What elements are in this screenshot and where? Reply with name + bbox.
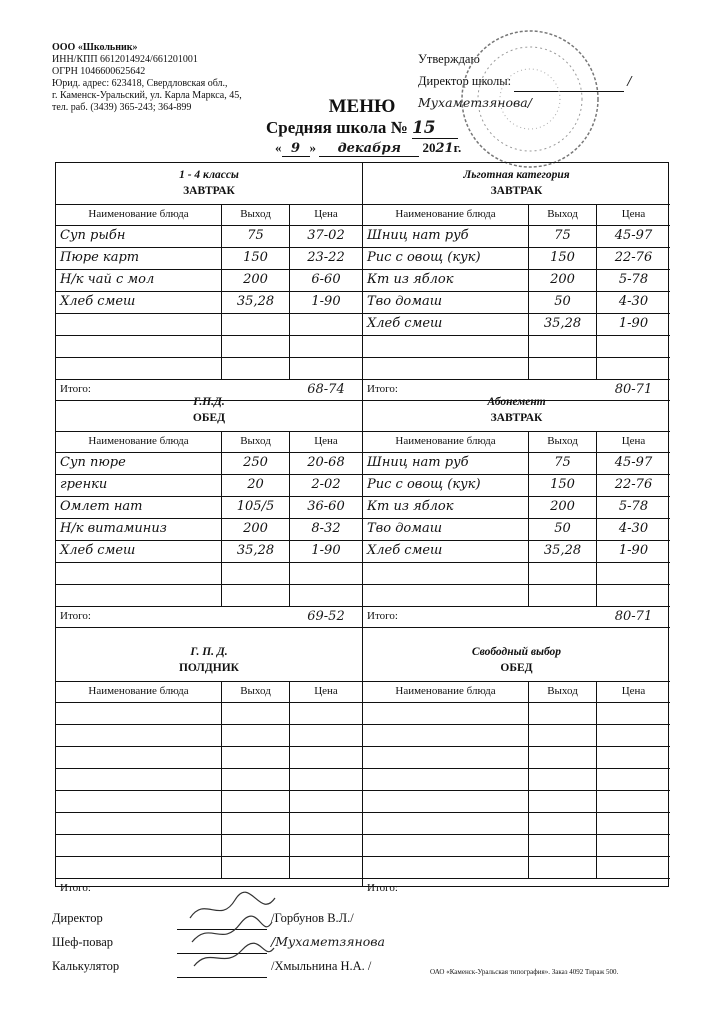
section-category: Свободный выбор (471, 646, 562, 658)
dish-name: Хлеб смеш (56, 541, 222, 562)
dish-price: 45-97 (614, 228, 653, 243)
column-header-price: Цена (314, 208, 338, 220)
dish-name: Н/к чай с мол (56, 270, 222, 291)
date-year-end: г. (453, 140, 462, 155)
dish-name: Пюре карт (56, 248, 222, 269)
dish-name (56, 358, 222, 379)
total-row (363, 607, 670, 628)
column-header-price: Цена (621, 208, 646, 220)
section-category: Г.П.Д. (193, 396, 225, 408)
dish-name (56, 857, 222, 878)
table-row (363, 248, 670, 270)
dish-out: 35,28 (222, 292, 290, 313)
dish-out (222, 563, 290, 584)
column-header-price: Цена (621, 685, 646, 697)
date-year-prefix: 20 (422, 140, 436, 155)
dish-price: 36-60 (307, 499, 345, 514)
dish-name (363, 725, 529, 746)
dish-name: гренки (56, 475, 222, 496)
dish-price (290, 703, 362, 724)
section-category: Абонемент (487, 396, 546, 408)
dish-price: 1-90 (311, 543, 341, 558)
dish-name (56, 813, 222, 834)
dish-price (290, 747, 362, 768)
dish-out (222, 813, 290, 834)
calculator-name: /Хмыльнина Н.А. / (271, 959, 372, 973)
table-row (56, 314, 362, 336)
section-s2 (363, 163, 670, 401)
dish-out (222, 857, 290, 878)
table-row (363, 314, 670, 336)
total-row (56, 607, 362, 628)
dish-out (529, 358, 597, 379)
date-day: 9 (282, 141, 310, 157)
section-meal: ЗАВТРАК (490, 412, 543, 424)
dish-price: 1-90 (311, 294, 341, 309)
column-header-price: Цена (621, 435, 646, 447)
dish-out (222, 358, 290, 379)
dish-name (56, 769, 222, 790)
table-row (363, 747, 670, 769)
column-header-name: Наименование блюда (363, 205, 529, 225)
section-header (56, 640, 362, 682)
table-row (56, 475, 362, 497)
dish-price (290, 585, 362, 606)
section-s3 (56, 390, 362, 628)
dish-out: 150 (222, 248, 290, 269)
org-inn: ИНН/КПП 6612014924/661201001 (52, 54, 198, 65)
table-row (363, 585, 670, 607)
section-header (56, 163, 362, 205)
dish-price: 22-76 (614, 477, 653, 492)
dish-out (222, 747, 290, 768)
dish-price (290, 769, 362, 790)
column-header-out: Выход (529, 205, 597, 225)
org-address-2: г. Каменск-Уральский, ул. Карла Маркса, 45, (52, 90, 242, 101)
section-meal: ЗАВТРАК (490, 185, 543, 197)
dish-out: 50 (529, 519, 597, 540)
school-label: Средняя школа № (266, 118, 408, 137)
dish-out: 250 (222, 453, 290, 474)
menu-grid (55, 162, 669, 894)
dish-out: 75 (222, 226, 290, 247)
dish-out: 35,28 (222, 541, 290, 562)
director-name: /Горбунов В.Л./ (271, 911, 354, 925)
section-category: 1 - 4 классы (179, 169, 239, 181)
dish-out (222, 769, 290, 790)
date-open-quote: « (275, 140, 282, 155)
dish-name: Хлеб смеш (363, 314, 529, 335)
dish-price (597, 358, 670, 379)
chef-role: Шеф-повар (52, 935, 114, 949)
dish-name (56, 585, 222, 606)
dish-price (597, 857, 670, 878)
table-row (56, 336, 362, 358)
dish-name (56, 835, 222, 856)
column-header-row (363, 682, 670, 703)
table-row (56, 769, 362, 791)
table-row (56, 835, 362, 857)
column-header-out: Выход (529, 432, 597, 452)
section-header (363, 163, 670, 205)
org-name: ООО «Школьник» (52, 42, 138, 53)
dish-out: 35,28 (529, 314, 597, 335)
dish-name: Суп пюре (56, 453, 222, 474)
page-title: МЕНЮ (328, 96, 396, 117)
table-row (56, 563, 362, 585)
dish-out: 35,28 (529, 541, 597, 562)
dish-price: 1-90 (618, 543, 649, 558)
table-row (56, 791, 362, 813)
table-row (363, 541, 670, 563)
table-row (363, 563, 670, 585)
dish-out (529, 857, 597, 878)
table-row (363, 292, 670, 314)
dish-price (290, 563, 362, 584)
org-address-1: Юрид. адрес: 623418, Свердловская обл., (52, 78, 228, 89)
section-s4 (363, 390, 670, 628)
dish-name (56, 703, 222, 724)
column-header-out: Выход (222, 432, 290, 452)
dish-price: 20-68 (307, 455, 345, 470)
dish-price (597, 563, 670, 584)
dish-out (529, 791, 597, 812)
column-header-row (363, 432, 670, 453)
table-row (56, 703, 362, 725)
dish-price (597, 747, 670, 768)
dish-name: Тво домаш (363, 292, 529, 313)
section-header (363, 640, 670, 682)
date-month: декабря (319, 141, 419, 157)
table-row (56, 585, 362, 607)
table-row (363, 453, 670, 475)
dish-name: Рис с овощ (кук) (363, 475, 529, 496)
total-label: Итого: (60, 882, 91, 894)
date-year-suffix: 21 (435, 141, 454, 156)
chef-name: /Мухаметзянова (271, 934, 385, 949)
dish-out: 20 (222, 475, 290, 496)
table-row (56, 497, 362, 519)
dish-out: 200 (529, 270, 597, 291)
total-row (363, 879, 670, 899)
dish-out: 75 (529, 226, 597, 247)
dish-price (290, 725, 362, 746)
dish-name (363, 791, 529, 812)
total-label: Итого: (60, 610, 91, 622)
dish-name (56, 336, 222, 357)
dish-price: 4-30 (618, 521, 649, 536)
column-header-row (56, 432, 362, 453)
column-header-name: Наименование блюда (56, 432, 222, 452)
dish-price (597, 725, 670, 746)
dish-price: 5-78 (618, 499, 649, 514)
org-phone: тел. раб. (3439) 365-243; 364-899 (52, 102, 192, 113)
dish-name: Тво домаш (363, 519, 529, 540)
dish-name (363, 703, 529, 724)
column-header-name: Наименование блюда (363, 682, 529, 702)
table-row (56, 270, 362, 292)
dish-out (222, 835, 290, 856)
table-row (56, 292, 362, 314)
dish-out (529, 585, 597, 606)
dish-price (290, 314, 362, 335)
dish-out (222, 336, 290, 357)
dish-out: 150 (529, 248, 597, 269)
dish-name: Хлеб смеш (56, 292, 222, 313)
table-row (363, 835, 670, 857)
table-row (363, 791, 670, 813)
dish-price (597, 813, 670, 834)
column-header-price: Цена (314, 685, 338, 697)
column-header-name: Наименование блюда (56, 205, 222, 225)
dish-out: 200 (222, 270, 290, 291)
section-meal: ОБЕД (192, 412, 226, 424)
section-s1 (56, 163, 362, 401)
table-row (363, 857, 670, 879)
total-label: Итого: (60, 383, 91, 395)
total-value: 80-71 (614, 609, 653, 624)
dish-name: Н/к витаминиз (56, 519, 222, 540)
dish-price: 22-76 (614, 250, 653, 265)
table-row (56, 813, 362, 835)
approve-director-signature: /Мухаметзянова/ (418, 73, 632, 110)
column-header-row (363, 205, 670, 226)
total-label: Итого: (367, 383, 398, 395)
table-row (56, 519, 362, 541)
dish-out (529, 813, 597, 834)
table-row (56, 453, 362, 475)
column-header-row (56, 205, 362, 226)
dish-name: Кт из яблок (363, 497, 529, 518)
dish-out: 200 (222, 519, 290, 540)
dish-out: 75 (529, 453, 597, 474)
dish-out: 200 (529, 497, 597, 518)
date-close-quote: » (309, 140, 316, 155)
dish-price: 2-02 (311, 477, 341, 492)
dish-price (597, 791, 670, 812)
dish-name: Шниц нат руб (363, 226, 529, 247)
total-label: Итого: (367, 882, 398, 894)
table-row (363, 769, 670, 791)
table-row (363, 475, 670, 497)
table-row (56, 541, 362, 563)
dish-out: 150 (529, 475, 597, 496)
column-header-out: Выход (529, 682, 597, 702)
dish-price (290, 835, 362, 856)
total-value: 80-71 (614, 382, 653, 397)
approve-label: Утверждаю (418, 52, 480, 66)
printer-note: ОАО «Каменск-Уральская типография». Заказ 4092 Тираж 500. (430, 968, 619, 976)
org-ogrn: ОГРН 1046600625642 (52, 66, 146, 77)
section-header (363, 390, 670, 432)
table-row (56, 857, 362, 879)
dish-name (56, 563, 222, 584)
approve-director-label: Директор школы: (418, 74, 512, 88)
dish-name: Омлет нат (56, 497, 222, 518)
dish-price: 45-97 (614, 455, 653, 470)
handwritten-signatures-icon (180, 890, 280, 970)
dish-out (529, 563, 597, 584)
table-row (363, 703, 670, 725)
column-header-name: Наименование блюда (56, 682, 222, 702)
column-header-row (56, 682, 362, 703)
school-line (0, 118, 724, 139)
dish-price (290, 791, 362, 812)
dish-price (290, 813, 362, 834)
dish-price (290, 857, 362, 878)
dish-name (363, 813, 529, 834)
table-row (363, 813, 670, 835)
column-header-out: Выход (222, 205, 290, 225)
total-value: 68-74 (307, 382, 345, 397)
table-row (363, 519, 670, 541)
section-category: Льготная категория (463, 169, 570, 181)
table-row (56, 248, 362, 270)
dish-out (222, 585, 290, 606)
menu-left-column (56, 163, 363, 894)
dish-name (363, 857, 529, 878)
dish-price (290, 358, 362, 379)
dish-out (222, 791, 290, 812)
dish-price: 8-32 (311, 521, 341, 536)
section-category: Г. П. Д. (190, 646, 228, 658)
menu-date (275, 140, 461, 157)
dish-out (529, 703, 597, 724)
dish-name: Кт из яблок (363, 270, 529, 291)
dish-price: 23-22 (307, 250, 345, 265)
table-row (56, 226, 362, 248)
dish-out (529, 336, 597, 357)
table-row (363, 358, 670, 380)
dish-name: Суп рыбн (56, 226, 222, 247)
dish-name (363, 585, 529, 606)
total-value: 69-52 (307, 609, 345, 624)
total-value (597, 879, 670, 899)
dish-name (56, 791, 222, 812)
column-header-name: Наименование блюда (363, 432, 529, 452)
dish-price: 4-30 (618, 294, 649, 309)
dish-name (56, 314, 222, 335)
dish-name (363, 747, 529, 768)
table-row (363, 336, 670, 358)
section-meal: ОБЕД (500, 662, 533, 674)
menu-right-column (363, 163, 670, 894)
dish-price: 5-78 (618, 272, 649, 287)
calculator-role: Калькулятор (52, 959, 120, 973)
total-value (290, 879, 362, 899)
table-row (363, 725, 670, 747)
dish-price (597, 585, 670, 606)
table-row (363, 226, 670, 248)
column-header-out: Выход (222, 682, 290, 702)
dish-out (222, 314, 290, 335)
dish-out (529, 725, 597, 746)
school-number: 15 (412, 118, 458, 139)
dish-price (597, 769, 670, 790)
table-row (56, 747, 362, 769)
dish-price (597, 703, 670, 724)
dish-price (290, 336, 362, 357)
section-s5 (56, 640, 362, 899)
dish-price: 6-60 (311, 272, 341, 287)
dish-name (56, 725, 222, 746)
dish-name (363, 769, 529, 790)
dish-price (597, 336, 670, 357)
dish-name: Рис с овощ (кук) (363, 248, 529, 269)
dish-out (222, 703, 290, 724)
dish-out (529, 769, 597, 790)
section-s6 (363, 640, 670, 899)
director-role: Директор (52, 911, 103, 925)
dish-out: 105/5 (222, 497, 290, 518)
total-label: Итого: (367, 610, 398, 622)
dish-name (363, 563, 529, 584)
table-row (56, 358, 362, 380)
section-header (56, 390, 362, 432)
table-row (363, 270, 670, 292)
table-row (363, 497, 670, 519)
section-meal: ЗАВТРАК (183, 185, 235, 197)
dish-price: 37-02 (307, 228, 345, 243)
dish-name (56, 747, 222, 768)
dish-out (529, 835, 597, 856)
dish-price (597, 835, 670, 856)
dish-name: Хлеб смеш (363, 541, 529, 562)
column-header-price: Цена (314, 435, 338, 447)
dish-out (222, 725, 290, 746)
section-meal: ПОЛДНИК (178, 662, 240, 674)
dish-name (363, 835, 529, 856)
dish-out: 50 (529, 292, 597, 313)
table-row (56, 725, 362, 747)
dish-name (363, 358, 529, 379)
dish-out (529, 747, 597, 768)
dish-price: 1-90 (618, 316, 649, 331)
dish-name (363, 336, 529, 357)
dish-name: Шниц нат руб (363, 453, 529, 474)
